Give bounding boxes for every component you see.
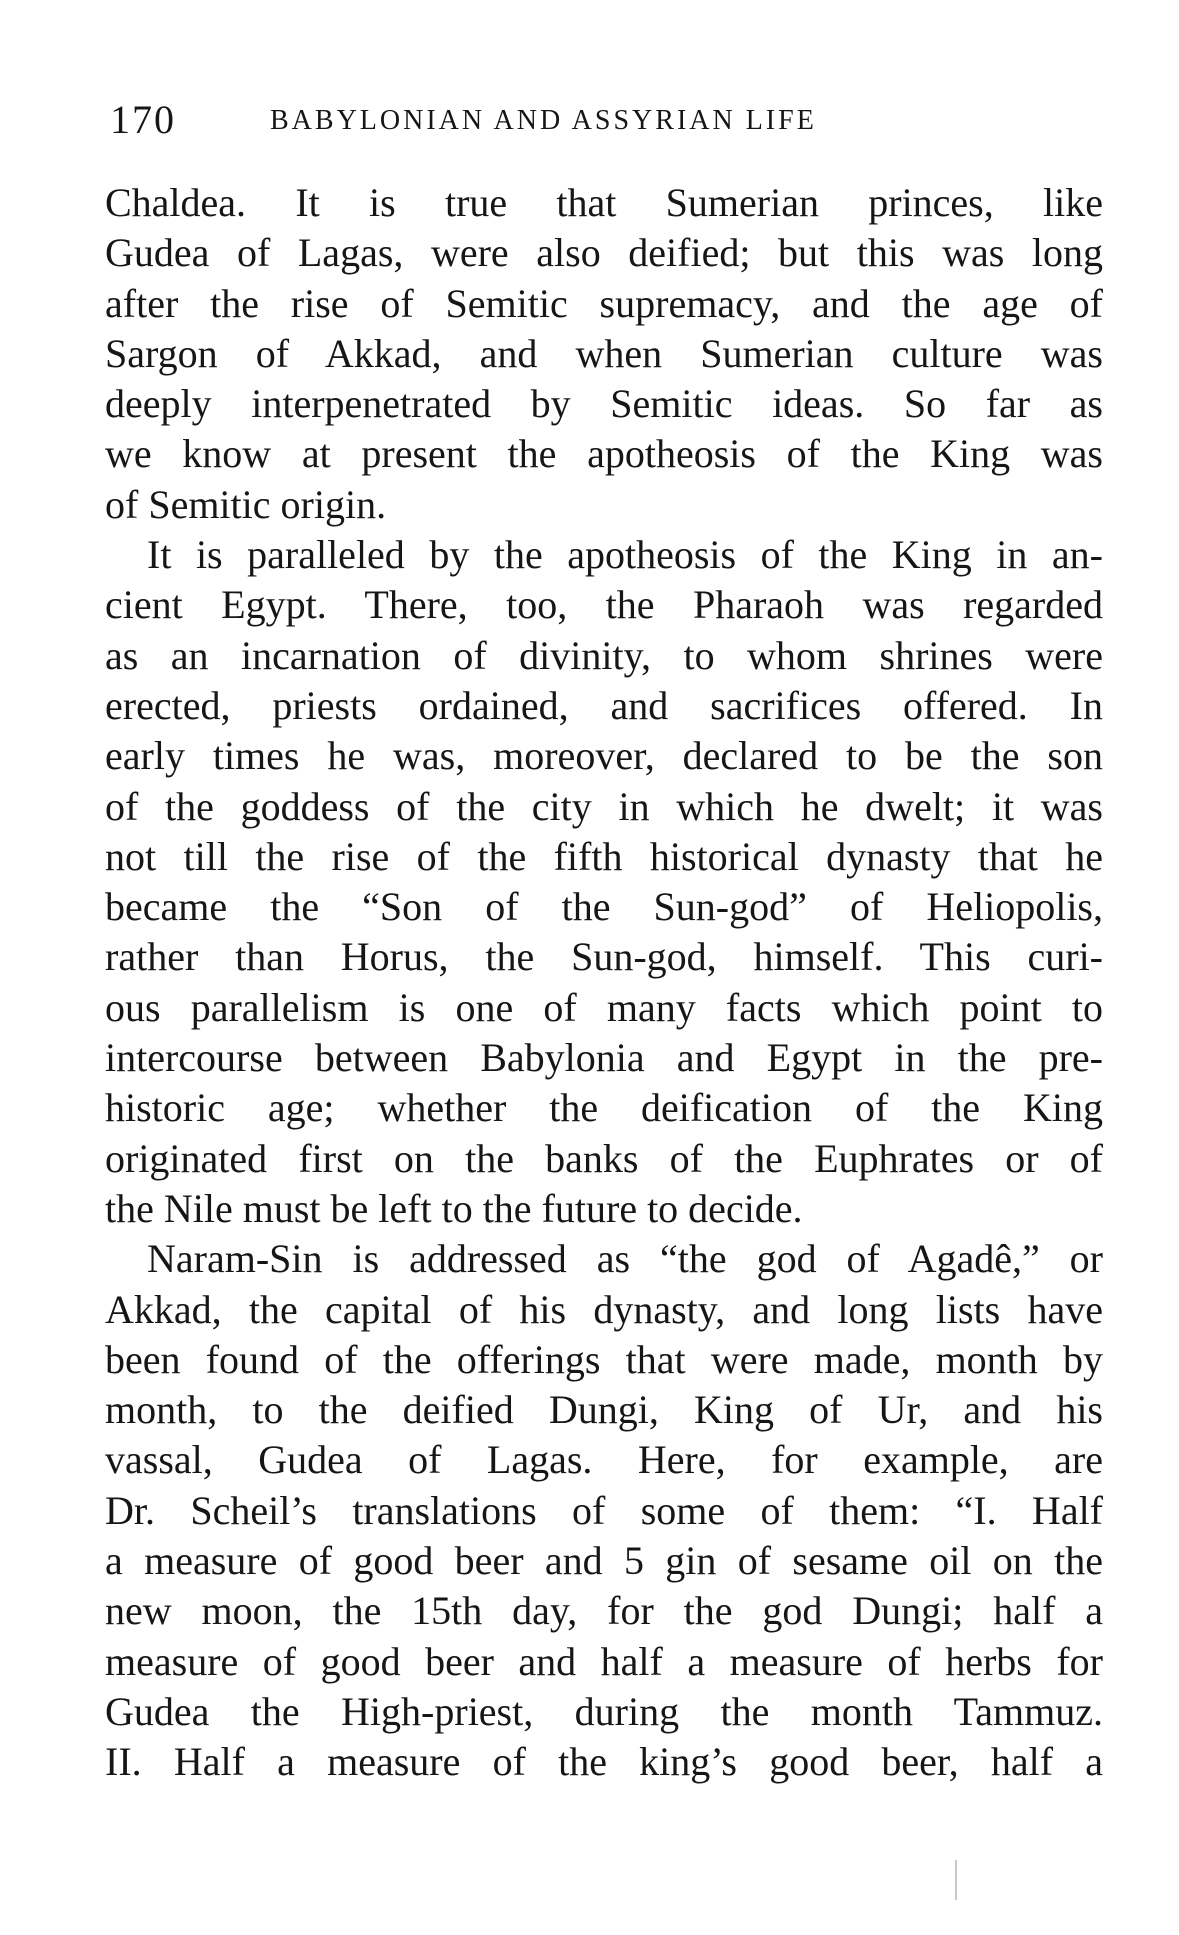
text-line: became the “Son of the Sun-god” of Heliopolis,	[105, 884, 1103, 930]
text-line: It is paralleled by the apotheosis of the King in an-	[147, 532, 1103, 578]
text-line: erected, priests ordained, and sacrifices offered. In	[105, 682, 1103, 728]
text-line: originated first on the banks of the Euphrates or of	[105, 1135, 1103, 1181]
body-text	[105, 178, 1103, 1788]
text-line: after the rise of Semitic supremacy, and the age of	[105, 280, 1103, 326]
text-line: a measure of good beer and 5 gin of sesame oil on the	[105, 1538, 1103, 1584]
text-line: of Semitic origin.	[105, 481, 387, 527]
text-line: measure of good beer and half a measure of herbs for	[105, 1638, 1103, 1684]
text-line: been found of the offerings that were made, month by	[105, 1336, 1103, 1382]
text-line: Dr. Scheil’s translations of some of them: “I. Half	[105, 1487, 1103, 1533]
text-line: early times he was, moreover, declared to be the son	[105, 733, 1103, 779]
page-header	[105, 96, 1105, 146]
text-line: Gudea the High-priest, during the month Tammuz.	[105, 1688, 1103, 1734]
text-line: not till the rise of the fifth historical dynasty that he	[105, 833, 1103, 879]
text-line: the Nile must be left to the future to decide.	[105, 1185, 803, 1231]
text-line: historic age; whether the deification of the King	[105, 1085, 1103, 1131]
page-number: 170	[110, 97, 176, 142]
text-line: we know at present the apotheosis of the King was	[105, 431, 1103, 477]
text-line: as an incarnation of divinity, to whom shrines were	[105, 632, 1103, 678]
text-line: Gudea of Lagas, were also deified; but this was long	[105, 230, 1103, 276]
running-title: BABYLONIAN AND ASSYRIAN LIFE	[270, 105, 817, 136]
text-line: II. Half a measure of the king’s good beer, half a	[105, 1739, 1103, 1785]
text-line: intercourse between Babylonia and Egypt in the pre-	[105, 1035, 1103, 1081]
text-line: month, to the deified Dungi, King of Ur, and his	[105, 1387, 1103, 1433]
text-line: rather than Horus, the Sun-god, himself. This curi-	[105, 934, 1103, 980]
text-line: of the goddess of the city in which he dwelt; it was	[105, 783, 1103, 829]
text-line: cient Egypt. There, too, the Pharaoh was regarded	[105, 582, 1103, 628]
text-line: deeply interpenetrated by Semitic ideas. So far as	[105, 381, 1103, 427]
text-line: new moon, the 15th day, for the god Dungi; half a	[105, 1588, 1103, 1634]
text-line: Naram-Sin is addressed as “the god of Agadê,” or	[147, 1236, 1103, 1282]
text-line: ous parallelism is one of many facts which point to	[105, 984, 1103, 1030]
gutter-mark	[955, 1860, 957, 1900]
text-line: Chaldea. It is true that Sumerian princes, like	[105, 180, 1103, 225]
text-line: vassal, Gudea of Lagas. Here, for example, are	[105, 1437, 1103, 1483]
text-line: Akkad, the capital of his dynasty, and long lists have	[105, 1286, 1103, 1332]
text-line: Sargon of Akkad, and when Sumerian culture was	[105, 330, 1103, 376]
